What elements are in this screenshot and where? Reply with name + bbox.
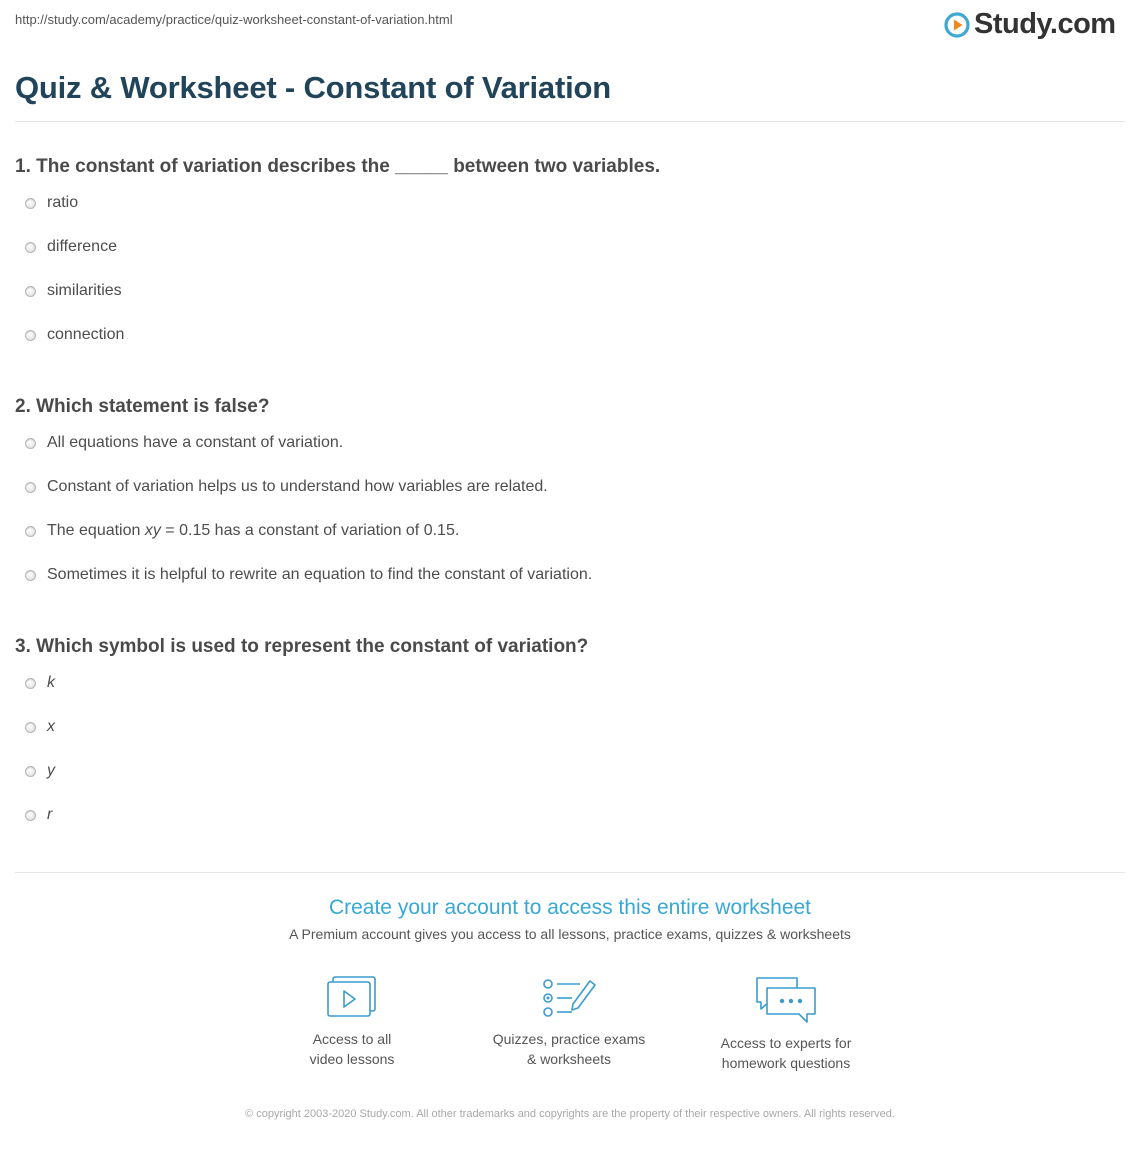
radio-button[interactable]	[25, 570, 36, 581]
feature-label: Quizzes, practice exams & worksheets	[492, 1031, 646, 1067]
answer-label: connection	[47, 326, 125, 343]
question-3	[15, 633, 1115, 837]
answer-label: Constant of variation helps us to understand how variables are related.	[47, 478, 548, 495]
logo-wordmark: Study.com	[974, 8, 1116, 40]
answer-option[interactable]	[15, 465, 1115, 509]
answer-label-math: k	[47, 674, 55, 691]
radio-button[interactable]	[25, 438, 36, 449]
answer-label	[47, 522, 459, 540]
answer-label	[47, 674, 55, 692]
radio-button[interactable]	[25, 766, 36, 777]
radio-button[interactable]	[25, 722, 36, 733]
answer-option[interactable]	[15, 705, 1115, 749]
question-title: 1. The constant of variation describes the _____ between two variables.	[15, 156, 661, 177]
answer-label	[47, 806, 52, 824]
answer-option[interactable]	[15, 269, 1115, 313]
answer-list	[15, 661, 1115, 837]
question-title: 2. Which statement is false?	[15, 396, 270, 417]
page-url: http://study.com/academy/practice/quiz-worksheet-constant-of-variation.html	[15, 12, 453, 27]
answer-option[interactable]	[15, 553, 1115, 597]
quiz-worksheet-icon	[540, 975, 598, 1021]
feature-label: Access to all video lessons	[309, 1031, 395, 1067]
radio-button[interactable]	[25, 286, 36, 297]
answer-label-math: r	[47, 806, 53, 823]
feature-quizzes	[469, 975, 669, 1069]
answer-label: similarities	[47, 282, 122, 299]
answer-label: difference	[47, 238, 117, 255]
answer-label: ratio	[47, 194, 79, 211]
create-account-link[interactable]: Create your account to access this entire worksheet	[328, 896, 812, 919]
radio-button[interactable]	[25, 242, 36, 253]
radio-button[interactable]	[25, 330, 36, 341]
answer-option[interactable]	[15, 313, 1115, 357]
answer-option[interactable]	[15, 793, 1115, 837]
video-lessons-icon	[326, 975, 378, 1021]
radio-button[interactable]	[25, 482, 36, 493]
top-bar	[0, 0, 1140, 50]
study-logo[interactable]	[944, 8, 1116, 41]
answer-list	[15, 181, 1115, 357]
answer-option[interactable]	[15, 749, 1115, 793]
question-2	[15, 393, 1115, 597]
answer-option[interactable]	[15, 421, 1115, 465]
page-title: Quiz & Worksheet - Constant of Variation	[15, 70, 611, 105]
title-divider	[15, 121, 1125, 122]
answer-option[interactable]	[15, 661, 1115, 705]
answer-label-math: x	[47, 718, 55, 735]
feature-label: Access to experts for homework questions	[720, 1035, 852, 1071]
radio-button[interactable]	[25, 198, 36, 209]
question-title: 3. Which symbol is used to represent the constant of variation?	[15, 636, 589, 657]
answer-option[interactable]	[15, 225, 1115, 269]
answer-label-math: y	[47, 762, 55, 779]
radio-button[interactable]	[25, 678, 36, 689]
radio-button[interactable]	[25, 526, 36, 537]
feature-experts	[686, 975, 886, 1073]
play-logo-icon	[944, 12, 970, 38]
radio-button[interactable]	[25, 810, 36, 821]
answer-list	[15, 421, 1115, 597]
answer-label	[47, 762, 55, 780]
answer-label: Sometimes it is helpful to rewrite an equation to find the constant of variation.	[47, 566, 593, 583]
answer-option[interactable]	[15, 181, 1115, 225]
question-1	[15, 153, 1115, 357]
copyright-footer: © copyright 2003-2020 Study.com. All other trademarks and copyrights are the property of their respective owners. All rights reserved.	[245, 1108, 895, 1120]
answer-label-suffix: = 0.15 has a constant of variation of 0.15.	[160, 522, 460, 539]
answer-label	[47, 718, 55, 736]
cta-divider	[15, 872, 1125, 873]
feature-video-lessons	[252, 975, 452, 1069]
chat-experts-icon	[753, 975, 819, 1025]
answer-label: All equations have a constant of variation.	[47, 434, 344, 451]
answer-label-prefix: The equation	[47, 522, 145, 539]
answer-option[interactable]	[15, 509, 1115, 553]
answer-label-math: xy	[144, 522, 161, 539]
cta-subtitle: A Premium account gives you access to all lessons, practice exams, quizzes & worksheets	[289, 926, 851, 942]
